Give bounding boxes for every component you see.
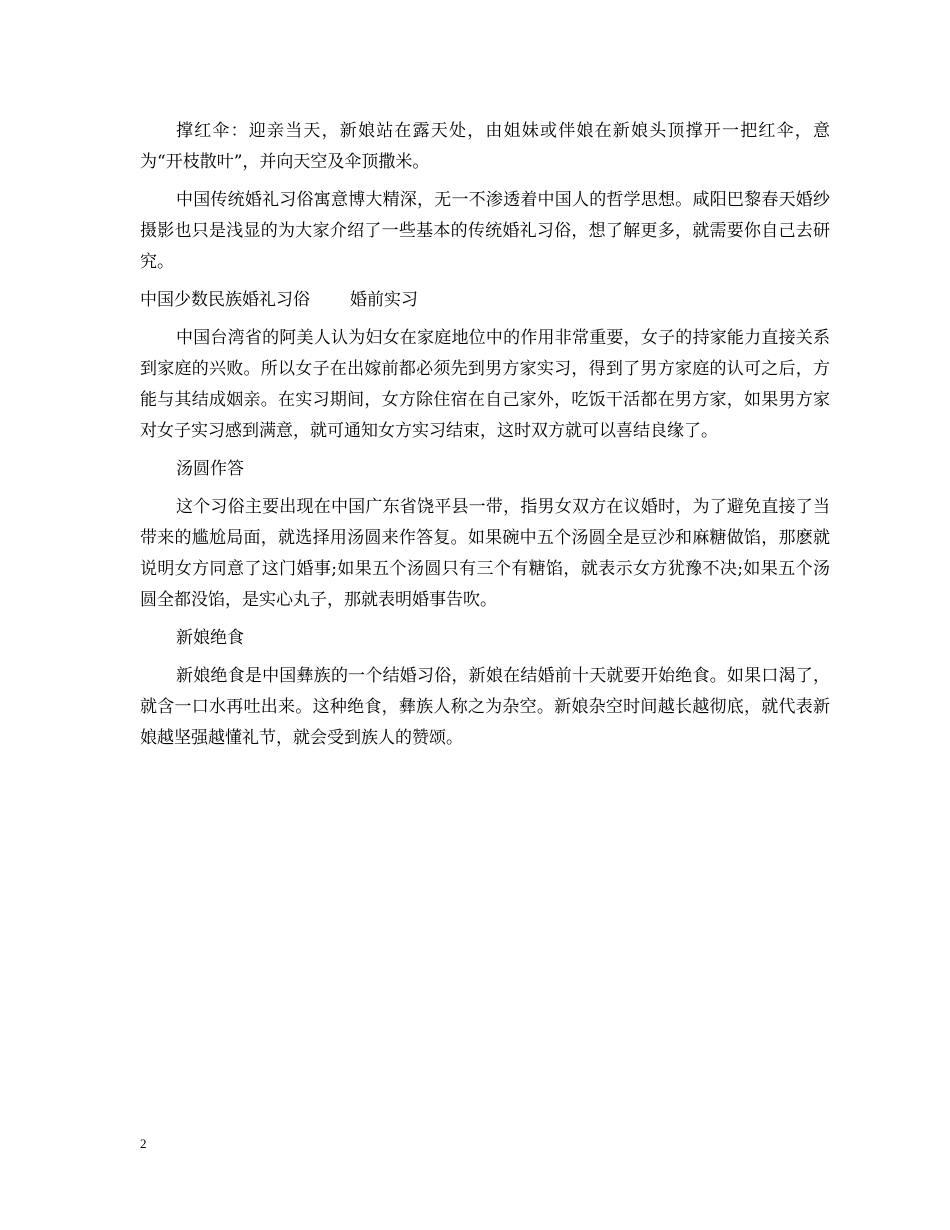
document-body <box>140 116 830 761</box>
paragraph-conclusion: 中国传统婚礼习俗寓意博大精深，无一不渗透着中国人的哲学思想。咸阳巴黎春天婚纱摄影也只是浅显的为大家介绍了一些基本的传统婚礼习俗，想了解更多，就需要你自己去研究。 <box>140 190 830 272</box>
section-title: 中国少数民族婚礼习俗 <box>140 290 310 310</box>
paragraph-red-umbrella: 撑红伞：迎亲当天，新娘站在露天处，由姐妹或伴娘在新娘头顶撑开一把红伞，意为“开枝散叶”，并向天空及伞顶撒米。 <box>140 121 830 172</box>
paragraph-tangyuan: 这个习俗主要出现在中国广东省饶平县一带，指男女双方在议婚时，为了避免直接了当带来的尴尬局面，就选择用汤圆来作答复。如果碗中五个汤圆全是豆沙和麻糖做馅，那麽就说明女方同意了这门婚事;如果五个汤圆只有三个有糖馅，就表示女方犹豫不决;如果五个汤圆全都没馅，是实心丸子，那就表明婚事告吹。 <box>140 497 830 610</box>
subsection-title-bride-fasting: 新娘绝食 <box>176 628 244 648</box>
subsection-title-tangyuan: 汤圆作答 <box>176 459 244 479</box>
paragraph-premarital-internship: 中国台湾省的阿美人认为妇女在家庭地位中的作用非常重要，女子的持家能力直接关系到家庭的兴败。所以女子在出嫁前都必须先到男方家实习，得到了男方家庭的认可之后，方能与其结成姻亲。在实习期间，女方除住宿在自己家外，吃饭干活都在男方家，如果男方家对女子实习感到满意，就可通知女方实习结束，这时双方就可以喜结良缘了。 <box>140 328 830 441</box>
subsection-title-premarital-internship: 婚前实习 <box>350 290 418 310</box>
section-heading-line <box>140 285 830 316</box>
page-number: 2 <box>140 1136 147 1151</box>
paragraph-bride-fasting: 新娘绝食是中国彝族的一个结婚习俗，新娘在结婚前十天就要开始绝食。如果口渴了，就含一口水再吐出来。这种绝食，彝族人称之为杂空。新娘杂空时间越长越彻底，就代表新娘越坚强越懂礼节，就会受到族人的赞颂。 <box>140 666 830 748</box>
